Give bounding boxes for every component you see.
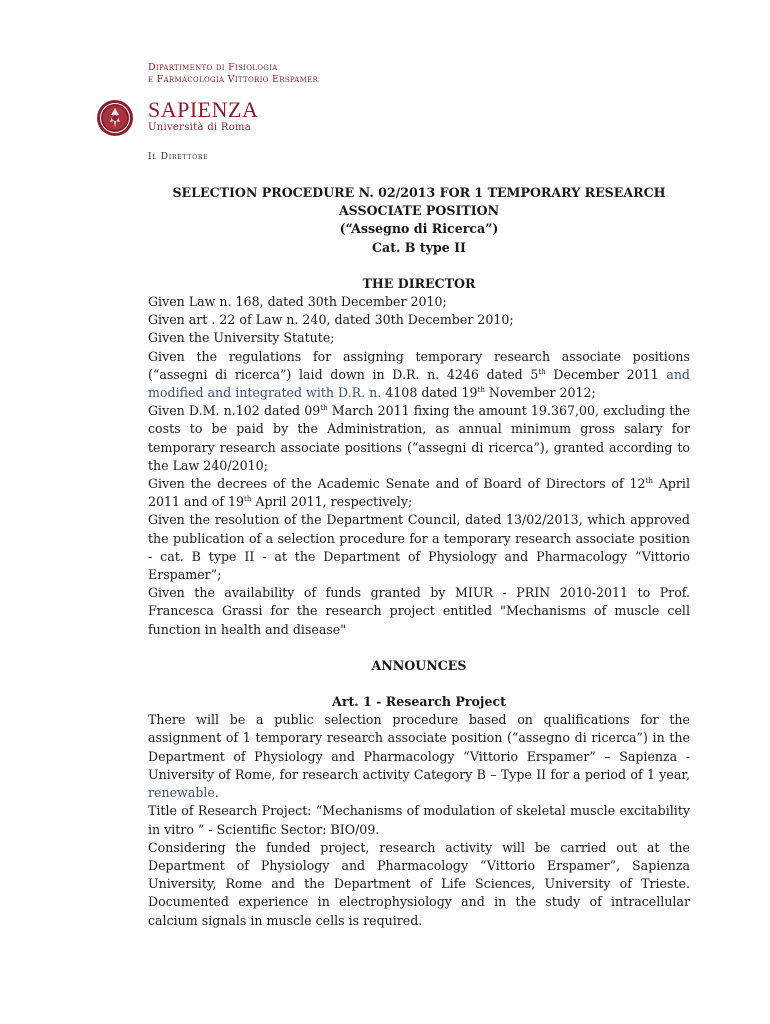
department-name: [148, 62, 318, 86]
given-7: Given the resolution of the Department Council, dated 13/02/2013, which approved the publication of a selection procedure for a temporary research associate position - cat. B type II - at the Department of Physiology and Pharmacology “Vittorio Erspamer”;: [148, 512, 690, 583]
announces-heading: ANNOUNCES: [371, 657, 467, 673]
director-heading: THE DIRECTOR: [362, 275, 476, 291]
given-8: Given the availability of funds granted by MIUR - PRIN 2010-2011 to Prof. Francesca Grassi for the research project entitled "Mechanisms of muscle cell function in health and disease": [148, 585, 690, 637]
university-brand: [148, 99, 258, 134]
article-1-paragraph-1: There will be a public selection procedure based on qualifications for the assignment of 1 temporary research associate position (“assegno di ricerca”) in the Department of Physiology and Pharmacology “Vittorio Erspamer” – Sapienza - University of Rome, for research activity Category B – Type II for a period of 1 year, renewable.: [148, 712, 690, 801]
title-line-3: (“Assegno di Ricerca”): [339, 221, 499, 237]
sapienza-seal-icon: [96, 97, 134, 139]
title-line-4: Cat. B type II: [372, 239, 466, 255]
document-body: [148, 184, 690, 930]
given-5: Given D.M. n.102 dated 09th March 2011 fixing the amount 19.367,00, excluding the costs to be paid by the Administration, as annual minimum gross salary for temporary research associate positions (“assegni di ricerca”), granted according to the Law 240/2010;: [148, 403, 690, 473]
brand-subtitle: Università di Roma: [148, 122, 252, 133]
department-line-2: e Farmacologia Vittorio Erspamer: [148, 74, 319, 85]
article-1-paragraph-2: Title of Research Project: “Mechanisms of modulation of skeletal muscle excitability in vitro ” - Scientific Sector: BIO/09.: [148, 803, 690, 837]
department-line-1: Dipartimento di Fisiologia: [148, 62, 278, 73]
article-1-paragraph-3: Considering the funded project, research activity will be carried out at the Department of Physiology and Pharmacology “Vittorio Erspamer”, Sapienza University, Rome and the Department of Life Sciences, University of Trieste. Documented experience in electrophysiology and in the study of intracellular calcium signals in muscle cells is required.: [148, 839, 690, 928]
given-1: Given Law n. 168, dated 30th December 2010;: [148, 294, 447, 310]
brand-name: SAPIENZA: [148, 97, 259, 122]
director-tag: Il Direttore: [148, 152, 209, 162]
given-2: Given art . 22 of Law n. 240, dated 30th December 2010;: [148, 312, 514, 328]
title-line-2: ASSOCIATE POSITION: [338, 203, 500, 219]
given-4: Given the regulations for assigning temporary research associate positions (“assegni di ricerca”) laid down in D.R. n. 4246 dated 5th December 2011 and modified and integrated with D.R. n. 4108 dated 19th November 2012;: [148, 348, 690, 401]
given-6: Given the decrees of the Academic Senate and of Board of Directors of 12th April 2011 and of 19th April 2011, respectively;: [148, 476, 690, 510]
title-line-1: SELECTION PROCEDURE N. 02/2013 FOR 1 TEMPORARY RESEARCH: [172, 185, 666, 200]
given-3: Given the University Statute;: [148, 330, 335, 346]
article-1-heading: Art. 1 - Research Project: [332, 694, 506, 710]
